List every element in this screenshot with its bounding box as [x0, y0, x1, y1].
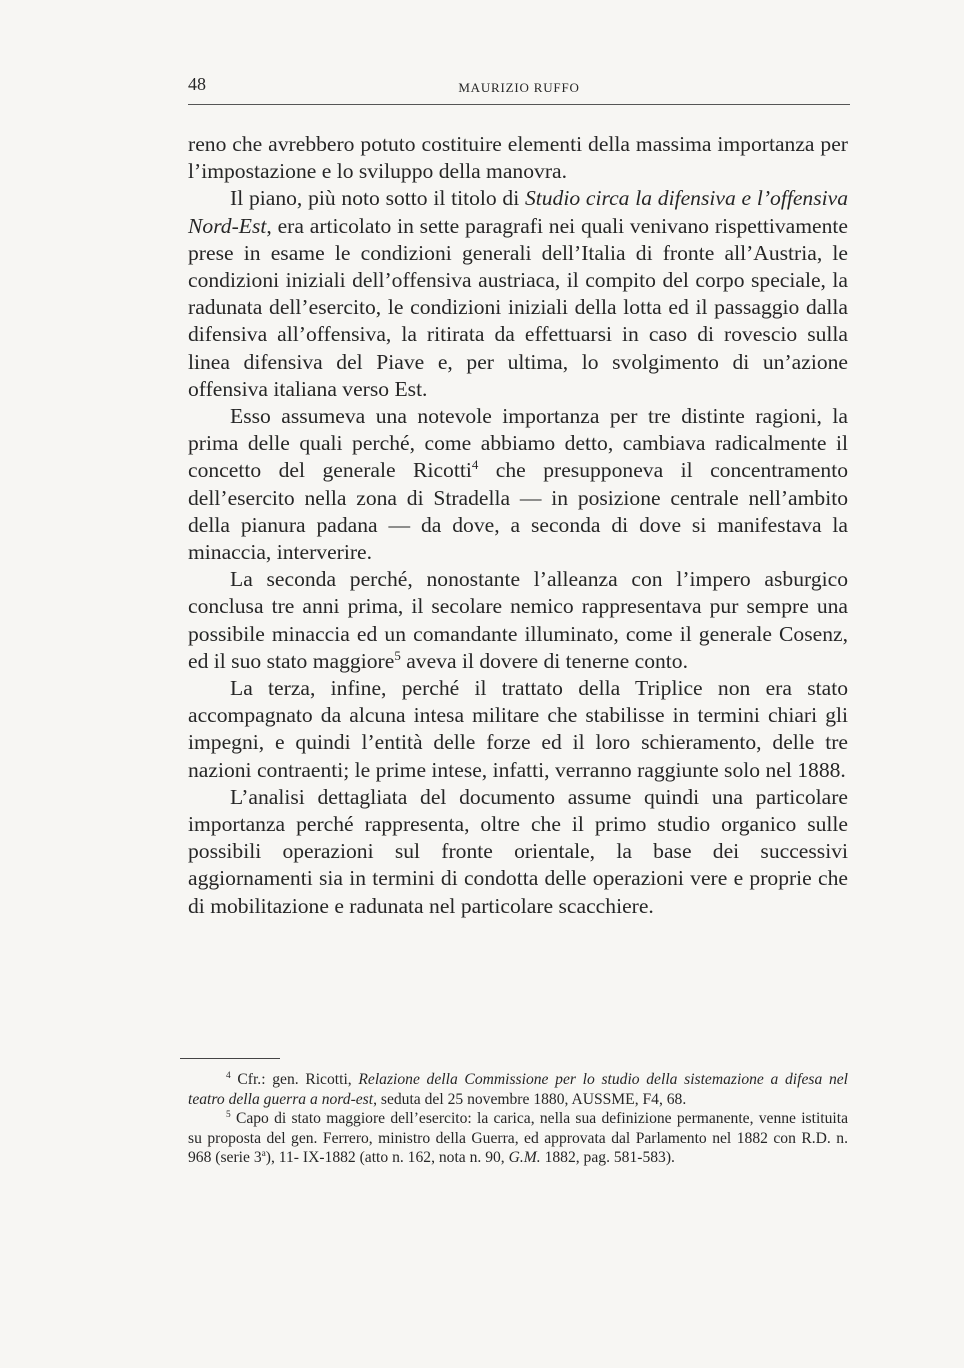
footnote-4 [188, 1070, 848, 1109]
footnote-4-number: 4 [226, 1070, 231, 1081]
footnote-ref-5: 5 [394, 647, 401, 663]
paragraph-2-text-a: Il piano, più noto sotto il titolo di [230, 186, 525, 211]
footnote-5-text-c: 1882, pag. 581-583). [540, 1149, 675, 1166]
footnote-5-gm: G.M. [508, 1149, 541, 1166]
footnote-5 [188, 1109, 848, 1168]
paragraph-6: L’analisi dettagliata del documento assume quindi una particolare importanza perché rappresenta, oltre che il primo studio organico sulle possibili operazioni sul fronte orientale, la base dei successivi aggiornamenti sia in termini di condotta delle operazioni vere e proprie che di mobilitazione e radunata nel particolare scacchiere. [188, 784, 848, 918]
paragraph-3-text-b: che presupponeva il concentramento dell’esercito nella zona di Stradella — in posizione centrale nell’ambito della pianura padana — da dove, a seconda di dove si manifestava la minaccia, interverire. [188, 458, 848, 565]
paragraph-4-text-a: La seconda perché, nonostante l’alleanza con l’impero asburgico conclusa tre anni prima, il secolare nemico rappresentava pur sempre una possibile minaccia ed un comandante illuminato, come il generale Cosenz, ed il suo stato maggiore [188, 567, 848, 673]
running-head-author: MAURIZIO RUFFO [458, 80, 580, 95]
footnote-ref-4: 4 [471, 457, 479, 473]
page-number: 48 [188, 74, 206, 94]
footnote-4-text-b: , seduta del 25 novembre 1880, AUSSME, F4, 68. [373, 1090, 687, 1108]
footnote-4-text-a: Cfr.: gen. Ricotti, [230, 1071, 359, 1088]
paragraph-4-text-b: aveva il dovere di tenerne conto. [400, 648, 688, 673]
paragraph-4 [188, 566, 848, 675]
paragraph-3 [188, 403, 848, 566]
footnote-5-superscript-a: a [261, 1148, 266, 1159]
paragraph-5: La terza, infine, perché il trattato della Triplice non era stato accompagnato da alcuna intesa militare che stabilisse in termini chiari gli impegni, e quindi l’entità delle forze ed il loro schieramento, delle tre nazioni contraenti; le prime intese, infatti, verranno raggiunte solo nel 1888. [188, 676, 848, 782]
body-text [188, 131, 848, 920]
paragraph-1: reno che avrebbero potuto costituire elementi della massima importanza per l’impostazione e lo sviluppo della manovra. [188, 132, 848, 184]
footnote-5-number: 5 [226, 1109, 231, 1120]
footnote-4-title: Relazione della Commissione per lo studio della sistemazione a difesa nel teatro della guerra a nord-est [188, 1071, 848, 1108]
page-header [188, 74, 850, 105]
document-title: Studio circa la difensiva e l’offensiva Nord-Est [188, 186, 848, 238]
footnotes [188, 1070, 848, 1168]
paragraph-3-text-a: Esso assumeva una notevole importanza per tre distinte ragioni, la prima delle quali perché, come abbiamo detto, cambiava radicalmente il concetto del generale Ricotti [188, 404, 848, 483]
footnote-5-text-b: ), 11- IX-1882 (atto n. 162, nota n. 90, [265, 1149, 509, 1166]
footnote-5-text-a: Capo di stato maggiore dell’esercito: la carica, nella sua definizione permanente, venne istituita su proposta del gen. Ferrero, ministro della Guerra, ed approvata dal Parlamento nel 1882 con R.D. n. 968 (serie 3 [188, 1110, 848, 1166]
footnote-rule [180, 1058, 280, 1059]
paragraph-2-text-b: , era articolato in sette paragrafi nei quali venivano rispettivamente prese in esame le condizioni generali dell’Italia di fronte all’Austria, le condizioni iniziali dell’offensiva austriaca, il compito del corpo speciale, la radunata dell’esercito, le condizioni iniziali della lotta ed il passaggio dalla difensiva all’offensiva, la ritirata da effettuarsi in caso di rovescio sulla linea difensiva del Piave e, per ultima, lo svolgimento di un’azione offensiva italiana verso Est. [188, 213, 848, 401]
paragraph-2 [188, 185, 848, 403]
